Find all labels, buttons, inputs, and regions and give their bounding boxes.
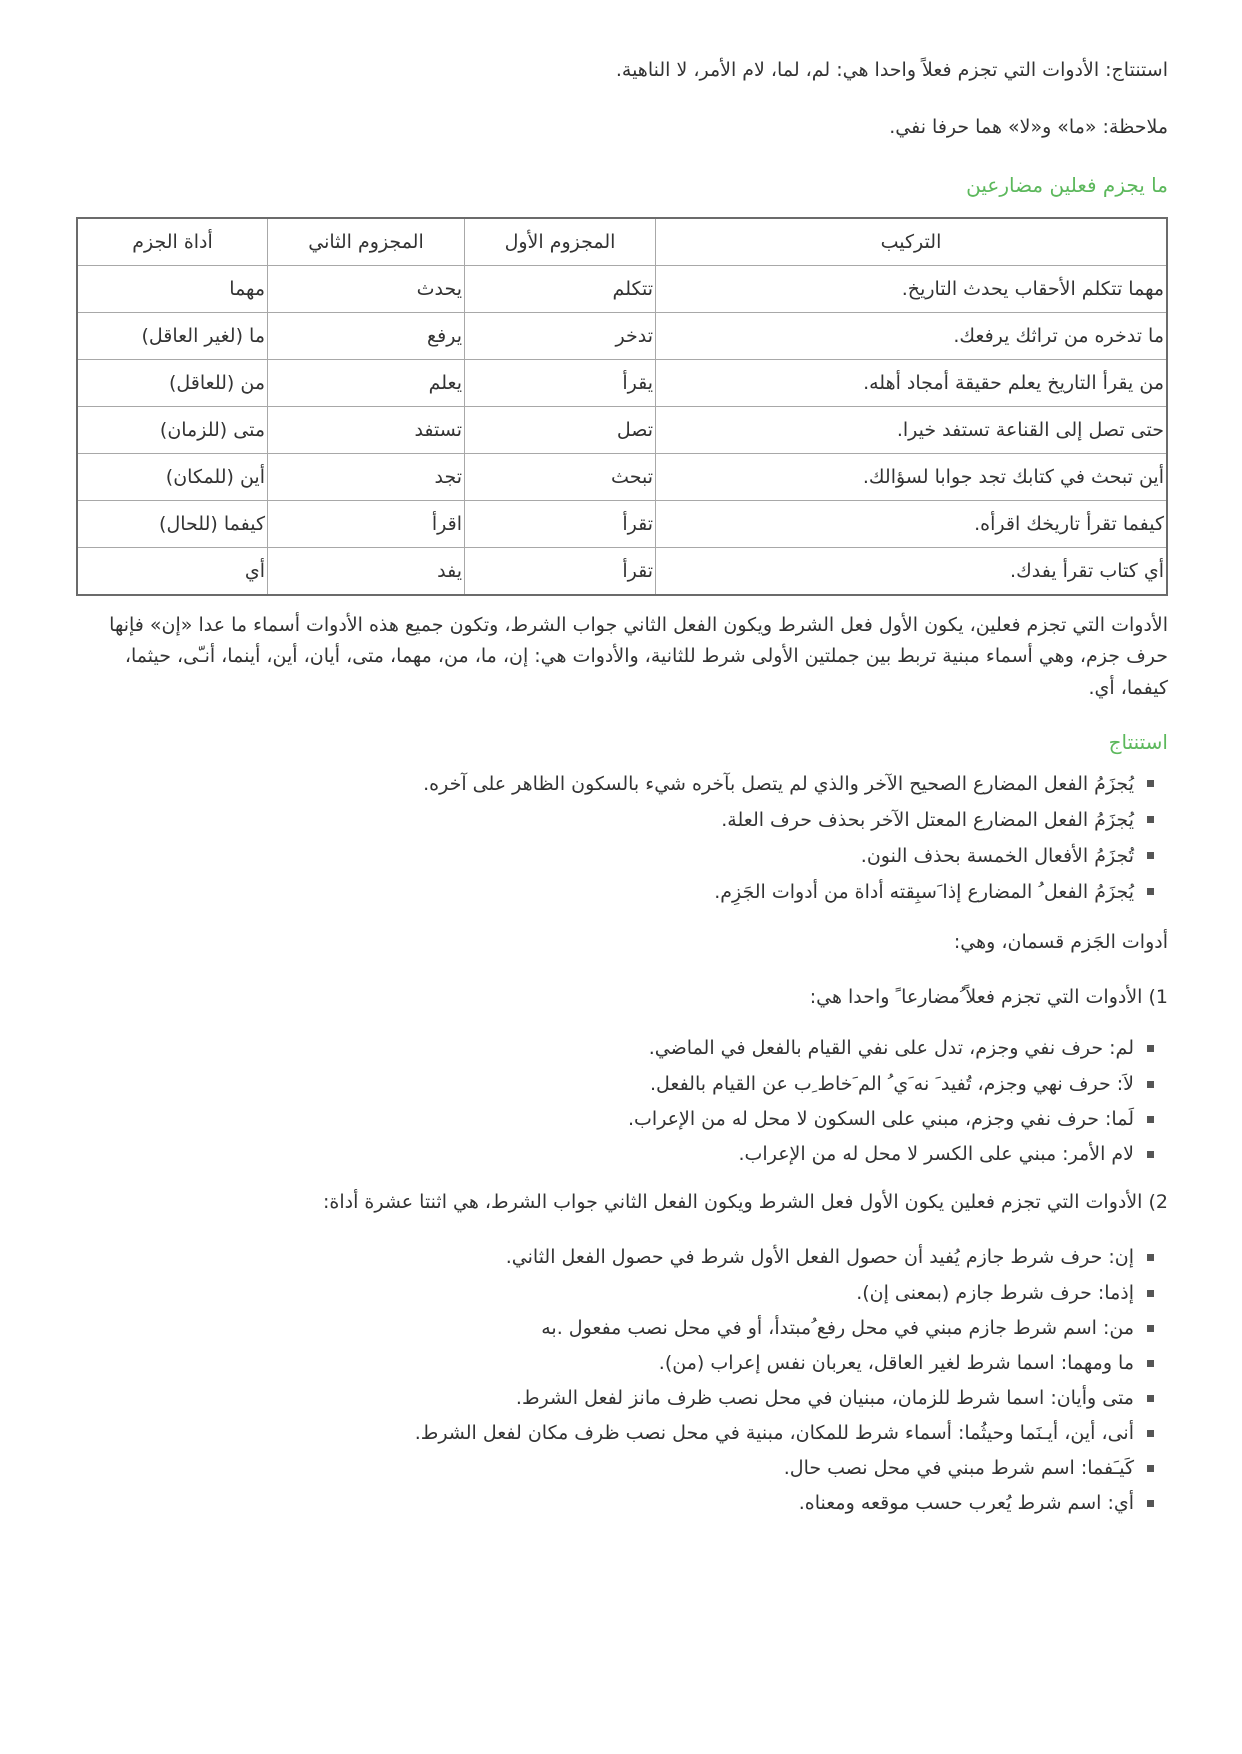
- list-item: [76, 1381, 1154, 1416]
- list-item: [76, 1311, 1154, 1346]
- list-item-text: تُجزَمُ الأفعال الخمسة بحذف النون.: [860, 845, 1134, 868]
- list-item-text: لم: حرف نفي وجزم، تدل على نفي القيام بالفعل في الماضي.: [648, 1037, 1134, 1060]
- table-row: [77, 407, 1167, 454]
- list-item-text: ما ومهما: اسما شرط لغير العاقل، يعربان نفس إعراب (من).: [658, 1351, 1134, 1374]
- table-cell: حتى تصل إلى القناعة تستفد خيرا.: [656, 407, 1168, 454]
- table-cell: ما تدخره من تراثك يرفعك.: [656, 313, 1168, 360]
- square-bullet-icon: [1147, 1116, 1154, 1123]
- list-item: [76, 838, 1154, 874]
- list-item: [76, 1276, 1154, 1311]
- table-cell: تصل: [465, 407, 656, 454]
- table-header-cell: التركيب: [656, 218, 1168, 266]
- section-heading-two-verbs: ما يجزم فعلين مضارعين: [966, 173, 1168, 197]
- list-item: [76, 1451, 1154, 1486]
- list-item: [76, 1416, 1154, 1451]
- list-item: [76, 1137, 1154, 1172]
- list-item: [76, 1067, 1154, 1102]
- table-cell: مهما: [77, 266, 268, 313]
- table-cell: يقرأ: [465, 360, 656, 407]
- square-bullet-icon: [1147, 816, 1154, 823]
- table-cell: تقرأ: [465, 548, 656, 596]
- list-item-text: يُجزَمُ الفعل المضارع الصحيح الآخر والذي لم يتصل بآخره شيء بالسكون الظاهر على آخره.: [423, 773, 1134, 796]
- table-cell: من (للعاقل): [77, 360, 268, 407]
- table-cell: يفد: [268, 548, 465, 596]
- table-cell: تقرأ: [465, 501, 656, 548]
- list-item-text: لَما: حرف نفي وجزم، مبني على السكون لا محل له من الإعراب.: [627, 1107, 1134, 1130]
- table-cell: أين (للمكان): [77, 454, 268, 501]
- square-bullet-icon: [1147, 1395, 1154, 1402]
- table-cell: تتكلم: [465, 266, 656, 313]
- list-item-text: إذما: حرف شرط جازم (بمعنى إن).: [856, 1281, 1134, 1304]
- square-bullet-icon: [1147, 1151, 1154, 1158]
- table-cell: تبحث: [465, 454, 656, 501]
- list-item-text: أي: اسم شرط يُعرب حسب موقعه ومعناه.: [798, 1492, 1134, 1515]
- list-item-text: لام الأمر: مبني على الكسر لا محل له من الإعراب.: [738, 1142, 1134, 1165]
- list-item-text: متى وأيان: اسما شرط للزمان، مبنيان في محل نصب ظرف مانز لفعل الشرط.: [515, 1387, 1134, 1410]
- square-bullet-icon: [1147, 1465, 1154, 1472]
- square-bullet-icon: [1147, 1430, 1154, 1437]
- square-bullet-icon: [1147, 1360, 1154, 1367]
- table-row: [77, 313, 1167, 360]
- table-row: [77, 501, 1167, 548]
- table-row: [77, 360, 1167, 407]
- table-header-cell: أداة الجزم: [77, 218, 268, 266]
- square-bullet-icon: [1147, 1290, 1154, 1297]
- list-item-text: كَيـَفما: اسم شرط مبني في محل نصب حال.: [783, 1457, 1134, 1480]
- table-cell: كيفما (للحال): [77, 501, 268, 548]
- square-bullet-icon: [1147, 780, 1154, 787]
- list-item: [76, 1346, 1154, 1381]
- list-item: [76, 1031, 1154, 1066]
- table-cell: كيفما تقرأ تاريخك اقرأه.: [656, 501, 1168, 548]
- group-one-list: [76, 1031, 1168, 1172]
- table-cell: تدخر: [465, 313, 656, 360]
- square-bullet-icon: [1147, 852, 1154, 859]
- table-cell: يرفع: [268, 313, 465, 360]
- group-one-title: 1) الأدوات التي تجزم فعلاً ُمضارعا ً واحدا هي:: [809, 985, 1168, 1008]
- table-cell: ما (لغير العاقل): [77, 313, 268, 360]
- list-item-text: يُجزَمُ الفعل ُ المضارع إذا َسبِقته أداة من أدوات الجَزِم.: [714, 881, 1134, 904]
- table-cell: يحدث: [268, 266, 465, 313]
- square-bullet-icon: [1147, 1325, 1154, 1332]
- group-two-list: [76, 1240, 1168, 1521]
- square-bullet-icon: [1147, 1254, 1154, 1261]
- table-cell: أي كتاب تقرأ يفدك.: [656, 548, 1168, 596]
- square-bullet-icon: [1147, 1500, 1154, 1507]
- table-cell: اقرأ: [268, 501, 465, 548]
- list-item: [76, 874, 1154, 910]
- conclusion-one-verb-paragraph: استنتاج: الأدوات التي تجزم فعلاً واحدا هي: لم، لما، لام الأمر، لا الناهية.: [615, 59, 1168, 81]
- conclusion-list: [76, 766, 1168, 910]
- table-header-row: [77, 218, 1167, 266]
- table-header-cell: المجزوم الثاني: [268, 218, 465, 266]
- table-cell: أي: [77, 548, 268, 596]
- table-cell: أين تبحث في كتابك تجد جوابا لسؤالك.: [656, 454, 1168, 501]
- tools-intro-paragraph: أدوات الجَزم قسمان، وهي:: [953, 931, 1168, 954]
- table-row: [77, 548, 1167, 596]
- jazm-examples-table: [76, 217, 1168, 596]
- table-cell: من يقرأ التاريخ يعلم حقيقة أمجاد أهله.: [656, 360, 1168, 407]
- list-item: [76, 1240, 1154, 1275]
- table-cell: مهما تتكلم الأحقاب يحدث التاريخ.: [656, 266, 1168, 313]
- list-item: [76, 1102, 1154, 1137]
- list-item-text: لاَ: حرف نهي وجزم، تُفيد َ نه َي ُ الم َخاط ِب عن القيام بالفعل.: [649, 1072, 1134, 1095]
- table-cell: متى (للزمان): [77, 407, 268, 454]
- square-bullet-icon: [1147, 1081, 1154, 1088]
- section-heading-conclusion: استنتاج: [1108, 730, 1168, 755]
- table-header-cell: المجزوم الأول: [465, 218, 656, 266]
- square-bullet-icon: [1147, 888, 1154, 895]
- square-bullet-icon: [1147, 1045, 1154, 1052]
- table-cell: تجد: [268, 454, 465, 501]
- list-item-text: يُجزَمُ الفعل المضارع المعتل الآخر بحذف حرف العلة.: [721, 809, 1134, 832]
- table-row: [77, 266, 1167, 313]
- table-row: [77, 454, 1167, 501]
- list-item: [76, 766, 1154, 802]
- list-item-text: من: اسم شرط جازم مبني في محل رفع ُمبتدأ، أو في محل نصب مفعول .به: [541, 1316, 1134, 1339]
- table-cell: تستفد: [268, 407, 465, 454]
- list-item-text: إن: حرف شرط جازم يُفيد أن حصول الفعل الأول شرط في حصول الفعل الثاني.: [505, 1246, 1134, 1269]
- list-item-text: أنى، أين، أيـنَما وحيثُما: أسماء شرط للمكان، مبنية في محل نصب ظرف مكان لفعل الشرط.: [414, 1422, 1134, 1445]
- group-two-title: 2) الأدوات التي تجزم فعلين يكون الأول فعل الشرط ويكون الفعل الثاني جواب الشرط، هي اثنتا عشرة أداة:: [322, 1190, 1168, 1213]
- note-paragraph: ملاحظة: «ما» و«لا» هما حرفا نفي.: [889, 115, 1168, 138]
- list-item: [76, 1486, 1154, 1521]
- list-item: [76, 802, 1154, 838]
- two-verbs-description: الأدوات التي تجزم فعلين، يكون الأول فعل الشرط ويكون الفعل الثاني جواب الشرط، وتكون جميع هذه الأدوات أسماء ما عدا «إن» فإنها حرف جزم، وهي أسماء مبنية تربط بين جملتين الأولى شرط للثانية، والأدوات هي: إن، ما، من، مهما، متى، أيان، أين، أينما، أنـّى، حيثما، كيفما، أي.: [109, 614, 1168, 699]
- table-cell: يعلم: [268, 360, 465, 407]
